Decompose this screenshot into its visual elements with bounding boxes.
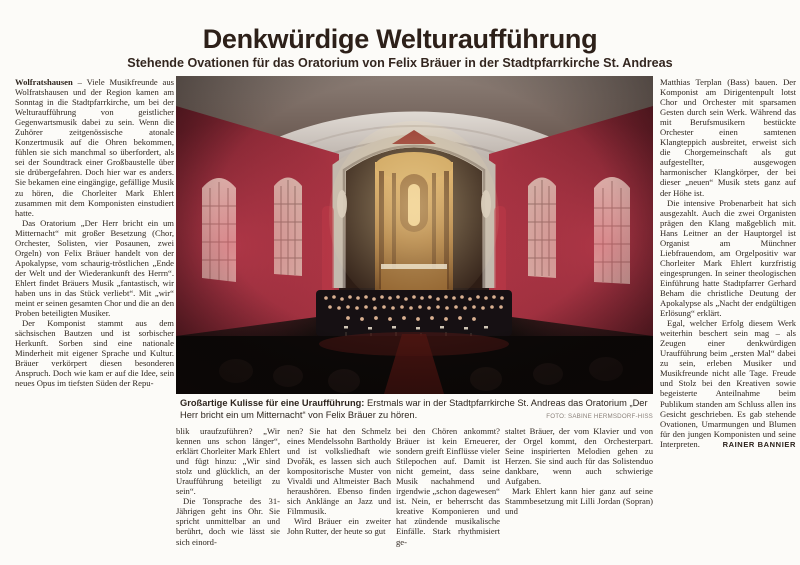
paragraph: Das Oratorium „Der Herr bricht ein um Mitternacht“ mit großer Besetzung (Chor, Orchester, Solisten, vier Posaunen, zwei Orgeln) von Felix Bräuer handelt von der Apokalypse, vom schaurig-tröstlichen „Ende der Welt und der Wiederankunft des Herrn“. Ehlert findet Bräuers Musik „fantastisch, wir haben uns in das Stück verliebt“. Mit „wir“ meint er seinen gesamten Chor und die an den Proben beteiligten Musiker. (15, 217, 174, 319)
caption-lead: Großartige Kulisse für eine Uraufführung: (180, 398, 365, 408)
paragraph: nen? Sie hat den Schmelz eines Mendelssohn Bartholdy und ist volksliedhaft wie Dvořák, es lassen sich auch kompositorische Muster von Vivaldi und Altmeister Bach heraushören. Ebenso finden sich Anklänge an Jazz und Filmmusik. (287, 426, 391, 517)
author-byline: RAINER BANNIER (722, 440, 796, 450)
masthead (0, 25, 800, 71)
text-column-3 (287, 426, 391, 563)
article-photo (176, 76, 653, 394)
paragraph (15, 77, 174, 218)
paragraph: Die intensive Probenarbeit hat sich ausgezahlt. Auch die zwei Organisten prägen den Klang maßgeblich mit. Hans Leitner an der Hauptorgel ist Organist am Münchner Liebfrauendom, am Orgelpositiv war Chorleiter Mark Ehlert kurzfristig eingesprungen. In seiner theologischen Einführung hatte Stadtpfarrer Gerhard Beham die christliche Deutung der Apokalypse als „Nacht der endgültigen Erlösung“ erklärt. (660, 197, 796, 319)
text-column-5 (505, 426, 653, 563)
text-column-2 (176, 426, 280, 563)
photo-caption (180, 398, 653, 421)
paragraph: Die Tonsprache des 31-Jährigen geht ins Ohr. Sie spricht unmittelbar an und berührt, doch wie lässt sie sich einord- (176, 496, 280, 547)
text-column-right (660, 77, 796, 562)
photo-credit: FOTO: SABINE HERMSDORF-HISS (546, 412, 653, 420)
paragraph: bei den Chören ankommt? Bräuer ist kein Erneuerer, sondern greift Einflüsse vieler Stilepochen auf. Damit ist nicht gemeint, dass seine Musik nachahmend und irgendwie „schon dagewesen“ ist. Nein, er beherrscht das kreative Komponieren und hat zündende musikalische Einfälle. Stark rhythmisiert ge- (396, 426, 500, 547)
church-interior-illustration (176, 76, 653, 394)
caption-text: Erstmals war in der Stadtpfarrkirche St. Andreas das Oratorium „Der Herr bricht ein um Mitternacht“ von Felix Bräuer zu hören. (180, 398, 648, 420)
paragraph: Mark Ehlert kann hier ganz auf seine Stammbesetzung mit Lilli Jordan (Sopran) und (505, 486, 653, 517)
paragraph (660, 318, 796, 449)
paragraph: Matthias Terplan (Bass) bauen. Der Komponist am Dirigentenpult lotst Chor und Orchester mit sparsamen Gesten durch sein Werk. Während das mit Berufsmusikern bestückte Orchester einen samtenen Klangteppich ausbreitet, erweist sich die Chorgemeinschaft als gut aufgestellter, ausgewogen harmonischer Klangkörper, der bei dieser „neuen“ Musik stets ganz auf der Höhe ist. (660, 77, 796, 198)
text-column-1 (15, 77, 174, 562)
paragraph: Wird Bräuer ein zweiter John Rutter, der heute so gut (287, 516, 391, 537)
paragraph: blik uraufzuführen? „Wir kennen uns schon länger“, erklärt Chorleiter Mark Ehlert und fügt hinzu: „Wir sind stolz und glücklich, an der Uraufführung beteiligt zu sein“. (176, 426, 280, 497)
article-subhead: Stehende Ovationen für das Oratorium von Felix Bräuer in der Stadtpfarrkirche St. Andreas (127, 56, 673, 70)
photo-vignette (176, 76, 653, 394)
paragraph: Der Komponist stammt aus dem sächsischen Bautzen und ist sorbischer Herkunft. Sorben sind eine nationale Minderheit mit eigener Sprache und Kultur. Bräuer verkörpert diesen besonderen Anspruch. Doch wie kam er auf die Idee, sein neues Opus im tiefsten Süden der Repu- (15, 318, 174, 389)
paragraph: staltet Bräuer, der vom Klavier und von der Orgel kommt, den Orchesterpart. Seine inspirierten Melodien gehen zu Herzen. Sie sind auch für das Solistenduo dankbare, wenn auch schwierige Aufgaben. (505, 426, 653, 487)
paragraph-text: – Viele Musikfreunde aus Wolfratshausen und der Region kamen am Sonntag in die Stadtpfarrkirche, um bei der Welturaufführung von geistlicher Gegenwartsmusik dabei zu sein. Wenn die Zuhörer zeitgenössische atonale Konzertmusik auf die Ohren bekommen, fühlen sie sich manchmal so überfordert, als sei der Soundtrack einer Großbaustelle über sie drübergefahren. Doch hier war es anders. Sie bekamen eine eingängige, gefällige Musik zu hören, die Chorleiter Mark Ehlert zusammen mit dem Komponisten einstudiert hatte. (15, 77, 174, 218)
paragraph-text: Egal, welcher Erfolg diesem Werk weiterhin beschert sein mag – als Zeugen einer denkwürdigen Uraufführung beim „ersten Mal“ dabei zu sein, erleben Musiker und Musikfreunde nicht alle Tage. Freude und Stolz bei den Kreativen sowie begeisterte Anteilnahme beim Publikum standen am Schluss allen ins Gesicht geschrieben. Es gab stehende Ovationen, Umarmungen und Blumen für den jungen Komponisten und seine Interpreten. (660, 318, 796, 449)
article-headline: Denkwürdige Welturaufführung (202, 24, 598, 54)
text-column-4 (396, 426, 500, 563)
dateline: Wolfratshausen (15, 77, 73, 87)
